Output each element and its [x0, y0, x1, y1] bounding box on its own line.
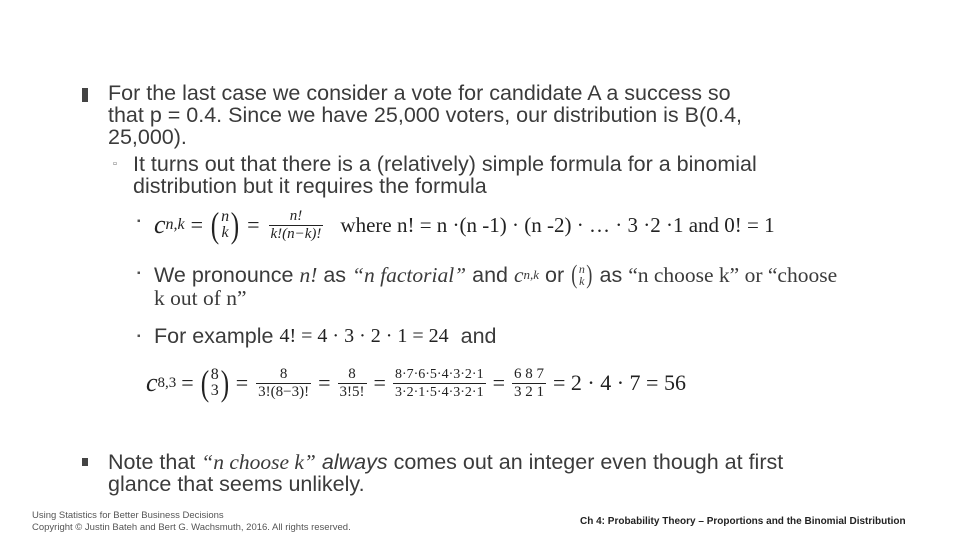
bullet-marker — [82, 88, 88, 102]
bullet2-line2: glance that seems unlikely. — [108, 472, 365, 496]
bullet2-always: always — [321, 450, 388, 474]
formula-binom: ( n k ) — [210, 205, 240, 245]
formula-binom-top: n — [221, 208, 230, 225]
calc-frac2-num: 8 — [348, 365, 356, 382]
calc-frac3 — [393, 366, 486, 401]
calc-frac1 — [256, 366, 311, 401]
calc-frac2 — [338, 366, 367, 401]
pronounce-quote2: “n choose k” or “choose — [628, 263, 838, 287]
pronounce-cnk: c — [513, 263, 524, 287]
footer-chapter: Ch 4: Probability Theory – Proportions and the Binomial Distribution — [580, 516, 906, 527]
pronounce-nfact: n! — [299, 263, 318, 287]
formula-where: where n! = n ·(n -1) · (n -2) · … · 3 ·2 ·1 and 0! = 1 — [340, 212, 775, 237]
bullet2-line1-rest: comes out an integer even though at first — [393, 450, 784, 474]
footer-book-title: Using Statistics for Better Business Decisions — [32, 510, 224, 521]
example-line — [154, 325, 497, 347]
calc-frac2-den: 3!5! — [339, 383, 365, 400]
footer-copyright: Copyright © Justin Bateh and Bert G. Wachsmuth, 2016. All rights reserved. — [32, 522, 351, 533]
sub-bullet-marker: ▫ — [113, 158, 117, 170]
pronounce-binom-bottom: k — [579, 274, 585, 288]
bullet2-line1 — [108, 451, 908, 473]
formula-frac-den: k!(n−k)! — [270, 225, 322, 242]
formula-binom-bottom: k — [221, 224, 229, 241]
sub1-line1: It turns out that there is a (relatively) simple formula for a binomial — [133, 152, 757, 176]
calc-frac1-den: 3!(8−3)! — [258, 383, 310, 400]
binomial-formula: c n,k = ( n k ) = $\frac{n!}{k!(n-k)!}$ where n! = n ·(n -1) · (n -2) · … · 3 ·2 ·1 and 0! = 1 — [154, 205, 775, 245]
pronounce-quote1: “n factorial” — [352, 263, 467, 287]
calc-binom: ( 8 3 ) — [200, 363, 229, 403]
formula-lhs-sub: n,k — [165, 216, 185, 233]
sub1-line2: distribution but it requires the formula — [133, 174, 487, 198]
pronounce-prefix: We pronounce — [154, 263, 294, 287]
formula-fraction — [269, 208, 324, 243]
calc-frac1-num: 8 — [279, 365, 288, 382]
calc-frac3-den: 3·2·1·5·4·3·2·1 — [394, 384, 484, 400]
pronounce-as2: as — [599, 263, 623, 287]
calc-binom-bottom: 3 — [210, 382, 219, 399]
bullet1-line3: 25,000). — [108, 125, 187, 149]
calc-frac4 — [512, 366, 546, 401]
footer-left — [32, 510, 351, 534]
bullet2-prefix: Note that — [108, 450, 196, 474]
bullet2-quote: “n choose k” — [201, 450, 316, 474]
calc-frac4-den: 3 2 1 — [514, 383, 544, 400]
pronounce-or: or — [545, 263, 565, 287]
bullet1-line2: that p = 0.4. Since we have 25,000 voters, our distribution is B(0.4, — [108, 103, 743, 127]
pronounce-as: as — [323, 263, 347, 287]
bullet-marker — [82, 458, 88, 466]
calculation-c83: c 8,3 = ( 8 3 ) = $\frac{8}{3!(8-3)!}$ = $\frac{8}{3!5!}$ = $\frac{8\cdot 7\cdot 6\cdot 5\cdot 4\cdot 3\cdot 2\cdot 1}{3\cdot 2\cdot 1\cdot 5\cdot 4\cdot 3\cdot 2\cdot 1}$ = $\frac{6 8 7}{3 2 1}$ = 2 · 4 · 7 = 56 — [146, 363, 686, 403]
formula-frac-num: n! — [289, 207, 303, 224]
calc-frac3-num: 8·7·6·5·4·3·2·1 — [394, 366, 484, 382]
calc-lhs: c — [146, 368, 158, 397]
pronounce-binom-top: n — [578, 262, 585, 276]
pronounce-line1 — [154, 258, 837, 292]
bullet2-text — [108, 451, 908, 495]
calc-binom-top: 8 — [210, 366, 219, 383]
example-and: and — [460, 324, 497, 348]
sub-sub-bullet-marker: ▪ — [137, 331, 141, 342]
pronounce-cnk-sub: n,k — [523, 267, 540, 282]
formula-lhs: c — [154, 210, 166, 239]
sub1-text — [133, 153, 893, 197]
pronounce-binom: ( n k ) — [571, 260, 593, 289]
bullet1-text — [108, 82, 908, 148]
bullet1-line1: For the last case we consider a vote for candidate A a success so — [108, 81, 731, 105]
example-expression: 4! = 4 · 3 · 2 · 1 = 24 — [279, 325, 449, 347]
example-prefix: For example — [154, 324, 274, 348]
pronounce-and: and — [472, 263, 508, 287]
calc-lhs-sub: 8,3 — [157, 374, 177, 391]
sub-sub-bullet-marker: ▪ — [137, 268, 141, 279]
sub-sub-bullet-marker: ▪ — [137, 216, 141, 227]
pronounce-line2: k out of n” — [154, 286, 247, 310]
calc-result: = 2 · 4 · 7 = 56 — [553, 370, 686, 395]
calc-frac4-num: 6 8 7 — [514, 365, 544, 382]
